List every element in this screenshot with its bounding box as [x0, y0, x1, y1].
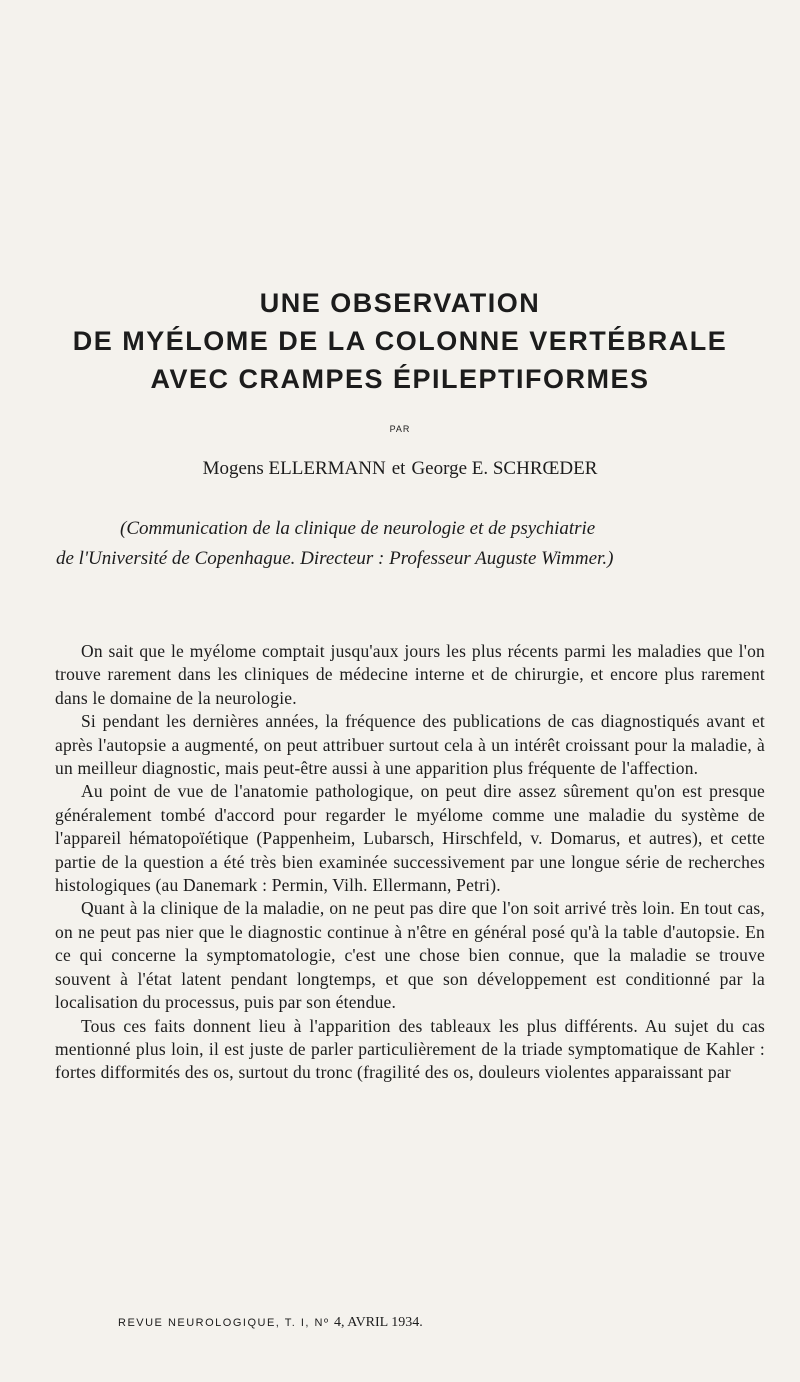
body-paragraph: Au point de vue de l'anatomie pathologique, on peut dire assez sûrement qu'on est presque généralement tombé d'accord pour regarder le myélome comme une maladie du système de l'appareil hématopoïétique (Pappenheim, Lubarsch, Hirschfeld, v. Domarus, et autres), et cette partie de la question a été très bien examinée successivement par une longue série de recherches histologiques (au Danemark : Permin, Vilh. Ellermann, Petri). — [55, 781, 765, 896]
title-line-3: AVEC CRAMPES ÉPILEPTIFORMES — [150, 364, 650, 394]
byline-par: PAR — [389, 424, 411, 434]
author-2: George E. SCHRŒDER — [411, 458, 598, 479]
page-footer — [118, 1315, 423, 1331]
article-body — [55, 640, 765, 1085]
body-paragraph: On sait que le myélome comptait jusqu'aux jours les plus récents parmi les maladies que l'on trouve rarement dans les cliniques de médecine interne et de chirurgie, et encore plus rarement dans le domaine de la neurologie. — [55, 641, 765, 708]
footer-journal: REVUE NEUROLOGIQUE, T. I, Nº — [118, 1317, 330, 1329]
body-paragraph: Quant à la clinique de la maladie, on ne peut pas dire que l'on soit arrivé très loin. En tout cas, on ne peut pas nier que le diagnostic continue à n'être en général posé qu'à la table d'autopsie. En ce qui concerne la symptomatologie, c'est une chose bien connue, que la maladie se trouve souvent à l'état latent pendant longtemps, et que son développement est conditionné par la localisation du processus, puis par son étendue. — [55, 898, 765, 1013]
affiliation — [56, 514, 756, 574]
article-title — [40, 284, 760, 398]
authors-line — [0, 458, 800, 480]
author-conjunction: et — [391, 458, 406, 479]
title-line-2: DE MYÉLOME DE LA COLONNE VERTÉBRALE — [72, 326, 728, 356]
body-paragraph: Tous ces faits donnent lieu à l'apparition des tableaux les plus différents. Au sujet du cas mentionné plus loin, il est juste de parler particulièrement de la triade symptomatique de Kahler : fortes difformités des os, surtout du tronc (fragilité des os, douleurs violentes apparaissant par — [55, 1015, 765, 1083]
footer-issue: 4, AVRIL 1934. — [334, 1315, 423, 1330]
title-line-1: UNE OBSERVATION — [259, 288, 541, 318]
affiliation-line-1: (Communication de la clinique de neurologie et de psychiatrie — [120, 518, 596, 539]
affiliation-line-2: de l'Université de Copenhague. Directeur : Professeur Auguste Wimmer.) — [56, 548, 614, 569]
body-paragraph: Si pendant les dernières années, la fréquence des publications de cas diagnostiqués avant et après l'autopsie a augmenté, on peut attribuer surtout cela à un intérêt croissant pour la maladie, à un meilleur diagnostic, mais peut-être aussi à une apparition plus fréquente de l'affection. — [55, 711, 765, 779]
author-1: Mogens ELLERMANN — [202, 458, 386, 479]
